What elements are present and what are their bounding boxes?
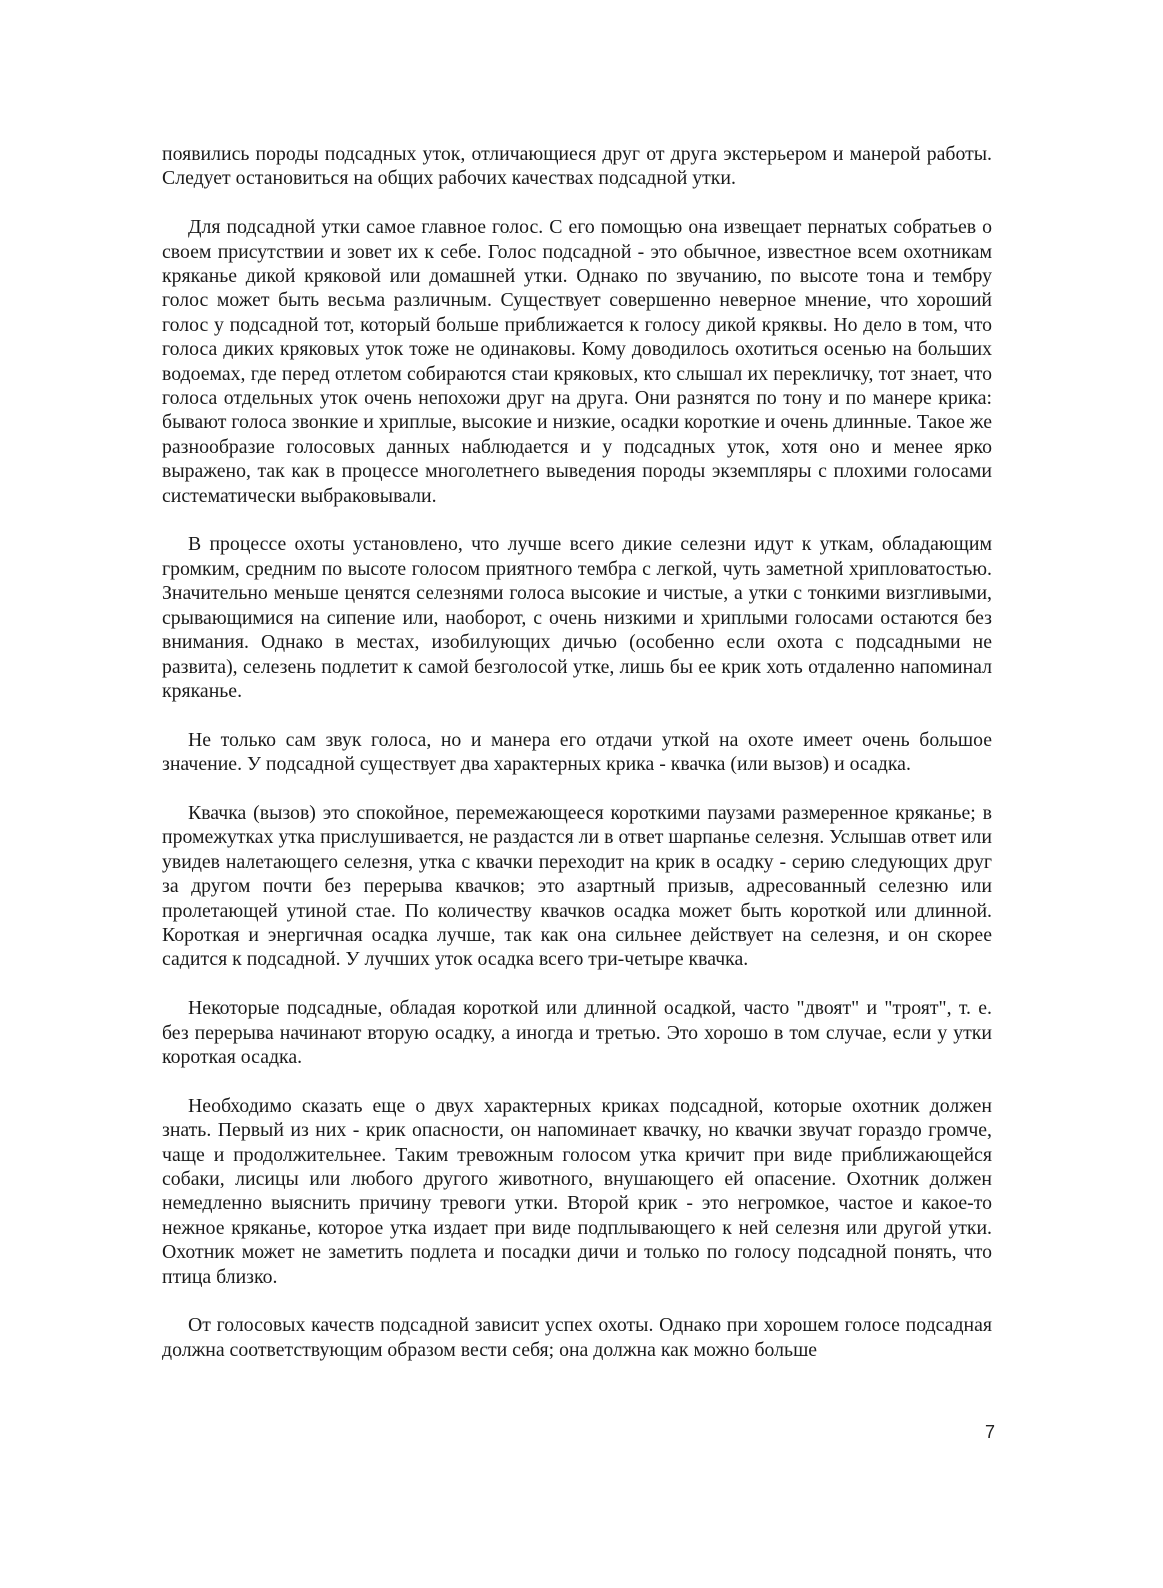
paragraph-drake-preference: В процессе охоты установлено, что лучше всего дикие селезни идут к уткам, обладающим громким, средним по высоте голосом приятного тембра с легкой, чуть заметной хрипловатостью. Значительно меньше ценятся селезнями голоса высокие и чистые, а утки с тонкими визгливыми, срывающимися на сипение или, наоборот, с очень низкими и хриплыми голосами остаются без внимания. Однако в местах, изобилующих дичью (особенно если охота с подсадными не развита), селезень подлетит к самой безголосой утке, лишь бы ее крик хоть отдаленно напоминал кряканье. [162, 533, 992, 702]
paragraph-voice-importance: Для подсадной утки самое главное голос. С его помощью она извещает пернатых собратьев о своем присутствии и зовет их к себе. Голос подсадной - это обычное, известное всем охотникам кряканье дикой кряковой или домашней утки. Однако по звучанию, по высоте тона и тембру голос может быть весьма различным. Существует совершенно неверное мнение, что хороший голос у подсадной тот, который больше приближается к голосу дикой кряквы. Но дело в том, что голоса диких кряковых уток тоже не одинаковы. Кому доводилось охотиться осенью на больших водоемах, где перед отлетом собираются стаи кряковых, кто слышал их перекличку, тот знает, что голоса отдельных уток очень непохожи друг на друга. Они разнятся по тону и по манере крика: бывают голоса звонкие и хриплые, высокие и низкие, осадки короткие и очень длинные. Такое же разнообразие голосовых данных наблюдается и у подсадных уток, хотя оно и менее ярко выражено, так как в процессе многолетнего выведения породы экземпляры с плохими голосами систематически выбраковывали. [162, 216, 992, 507]
document-page [162, 142, 992, 1362]
paragraph-continuation: появились породы подсадных уток, отличающиеся друг от друга экстерьером и манерой работы. Следует остановиться на общих рабочих качествах подсадной утки. [162, 143, 992, 190]
paragraph-call-manner: Не только сам звук голоса, но и манера его отдачи уткой на охоте имеет очень большое значение. У подсадной существует два характерных крика - квачка (или вызов) и осадка. [162, 728, 992, 776]
page-number: 7 [984, 1422, 995, 1442]
paragraph-kvachka-osadka: Квачка (вызов) это спокойное, перемежающееся короткими паузами размеренное кряканье; в промежутках утка прислушивается, не раздастся ли в ответ шарпанье селезня. Услышав ответ или увидев налетающего селезня, утка с квачки переходит на крик в осадку - серию следующих друг за другом почти без перерыва квачков; это азартный призыв, адресованный селезню или пролетающей утиной стае. По количеству квачков осадка может быть короткой или длинной. Короткая и энергичная осадка лучше, так как она сильнее действует на селезня, и он скорее садится к подсадной. У лучших уток осадка всего три-четыре квачка. [162, 801, 992, 971]
paragraph-alarm-calls: Необходимо сказать еще о двух характерных криках подсадной, которые охотник должен знать. Первый из них - крик опасности, он напоминает квачку, но квачки звучат гораздо громче, чаще и продолжительнее. Таким тревожным голосом утка кричит при виде приближающейся собаки, лисицы или любого другого животного, внушающего ей опасение. Охотник должен немедленно выяснить причину тревоги утки. Второй крик - это негромкое, частое и какое-то нежное кряканье, которое утка издает при виде подплывающего к ней селезня или другой утки. Охотник может не заметить подлета и посадки дичи и только по голосу подсадной понять, что птица близко. [162, 1094, 992, 1288]
paragraph-behavior: От голосовых качеств подсадной зависит успех охоты. Однако при хорошем голосе подсадная должна соответствующим образом вести себя; она должна как можно больше [162, 1314, 992, 1361]
paragraph-double-triple: Некоторые подсадные, обладая короткой или длинной осадкой, часто "двоят" и "троят", т. е. без перерыва начинают вторую осадку, а иногда и третью. Это хорошо в том случае, если у утки короткая осадка. [162, 997, 992, 1068]
